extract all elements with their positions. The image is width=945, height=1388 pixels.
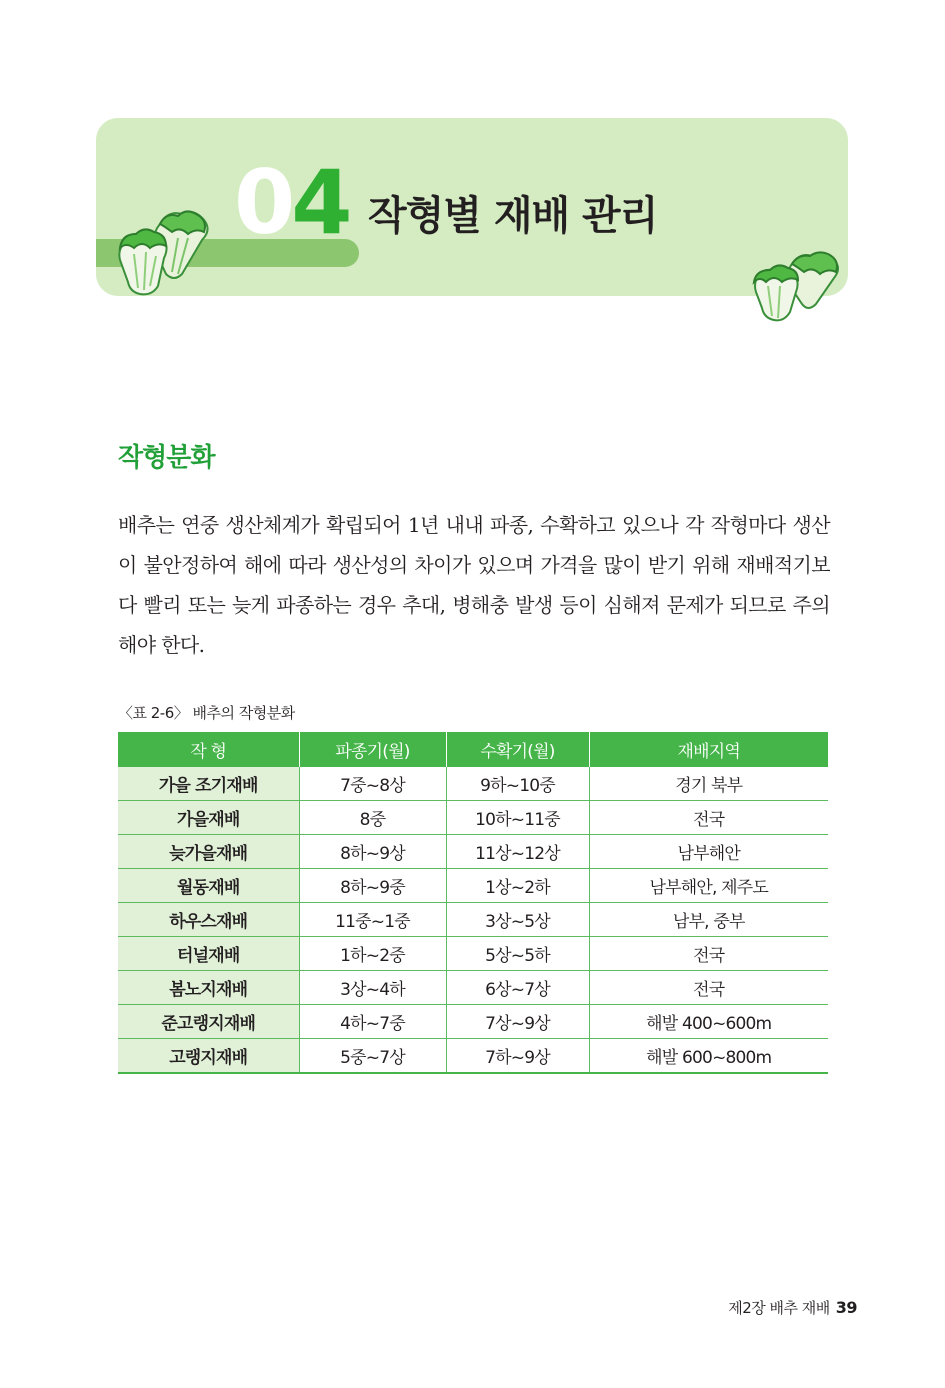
cell-region: 해발 400~600m	[589, 1005, 828, 1039]
chapter-number-second: 4	[291, 151, 349, 254]
cell-region: 남부, 중부	[589, 903, 828, 937]
cabbage-icon	[108, 202, 218, 298]
table-row	[118, 903, 828, 937]
section-title: 작형분화	[118, 443, 215, 473]
cell-sowing: 8중	[299, 801, 446, 835]
page-footer	[728, 1297, 857, 1319]
cell-sowing: 7중~8상	[299, 767, 446, 801]
footer-chapter-label: 제2장 배추 재배	[728, 1299, 830, 1317]
cell-harvest: 1상~2하	[446, 869, 589, 903]
cell-sowing: 8하~9상	[299, 835, 446, 869]
cell-harvest: 6상~7상	[446, 971, 589, 1005]
cell-region: 해발 600~800m	[589, 1039, 828, 1074]
cell-harvest: 7상~9상	[446, 1005, 589, 1039]
row-crop-type: 준고랭지재배	[118, 1005, 299, 1039]
cell-region: 경기 북부	[589, 767, 828, 801]
chapter-title: 작형별 재배 관리	[368, 193, 658, 239]
chapter-number	[234, 151, 349, 254]
table-row	[118, 767, 828, 801]
cell-sowing: 4하~7중	[299, 1005, 446, 1039]
table-row	[118, 1039, 828, 1074]
cell-sowing: 5중~7상	[299, 1039, 446, 1074]
table-row	[118, 835, 828, 869]
cabbage-icon	[748, 246, 848, 326]
table-caption: 〈표 2-6〉 배추의 작형분화	[118, 704, 295, 722]
row-crop-type: 터널재배	[118, 937, 299, 971]
page-number: 39	[835, 1298, 857, 1317]
row-crop-type: 가을재배	[118, 801, 299, 835]
row-crop-type: 고랭지재배	[118, 1039, 299, 1074]
cell-harvest: 9하~10중	[446, 767, 589, 801]
table-row	[118, 971, 828, 1005]
row-crop-type: 하우스재배	[118, 903, 299, 937]
cell-sowing: 3상~4하	[299, 971, 446, 1005]
column-header: 작 형	[118, 732, 299, 767]
table-row	[118, 869, 828, 903]
column-header: 수확기(월)	[446, 732, 589, 767]
chapter-number-first: 0	[234, 151, 292, 254]
cell-region: 남부해안	[589, 835, 828, 869]
cell-region: 남부해안, 제주도	[589, 869, 828, 903]
column-header: 재배지역	[589, 732, 828, 767]
table-row	[118, 1005, 828, 1039]
cabbage-front	[119, 229, 166, 294]
column-header: 파종기(월)	[299, 732, 446, 767]
row-crop-type: 가을 조기재배	[118, 767, 299, 801]
table-row	[118, 937, 828, 971]
cell-harvest: 3상~5상	[446, 903, 589, 937]
cell-sowing: 11중~1중	[299, 903, 446, 937]
cell-sowing: 1하~2중	[299, 937, 446, 971]
cell-harvest: 5상~5하	[446, 937, 589, 971]
cell-harvest: 11상~12상	[446, 835, 589, 869]
cabbage-front	[754, 265, 798, 320]
table-row	[118, 801, 828, 835]
cell-region: 전국	[589, 937, 828, 971]
row-crop-type: 늦가을재배	[118, 835, 299, 869]
cell-sowing: 8하~9중	[299, 869, 446, 903]
row-crop-type: 월동재배	[118, 869, 299, 903]
section-body: 배추는 연중 생산체계가 확립되어 1년 내내 파종, 수확하고 있으나 각 작형마다 생산이 불안정하여 해에 따라 생산성의 차이가 있으며 가격을 많이 받기 위해 재배적기보다 빨리 또는 늦게 파종하는 경우 추대, 병해충 발생 등이 심해져 문제가 되므로 주의해야 한다.	[118, 513, 830, 657]
table-header-row	[118, 732, 828, 767]
crop-type-table	[118, 732, 828, 1074]
cell-harvest: 7하~9상	[446, 1039, 589, 1074]
row-crop-type: 봄노지재배	[118, 971, 299, 1005]
cell-region: 전국	[589, 971, 828, 1005]
cell-harvest: 10하~11중	[446, 801, 589, 835]
cell-region: 전국	[589, 801, 828, 835]
